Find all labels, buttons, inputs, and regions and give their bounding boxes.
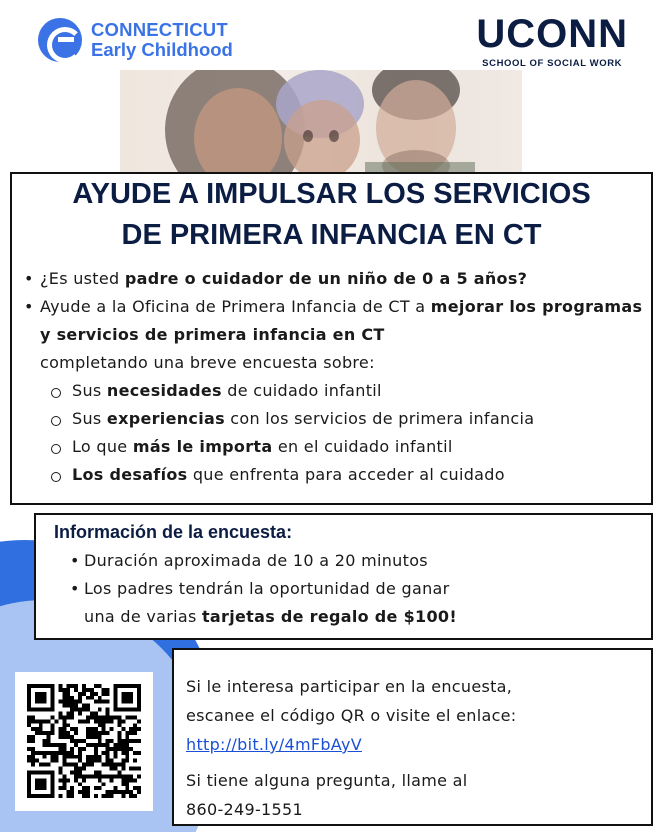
sub-item-text: que enfrenta para acceder al cuidado [187,465,505,484]
main-bullet-list [12,265,651,489]
survey-topics-list [44,377,651,489]
survey-info-box [34,513,653,640]
list-item [12,293,651,489]
main-info-box [10,172,653,505]
sub-item-bold: necesidades [106,381,222,400]
contact-line1: Si le interesa participar en la encuesta, [186,677,513,696]
qr-code-icon [27,684,141,798]
gift-card-text-2: una de varias [84,607,202,626]
survey-link[interactable]: http://bit.ly/4mFbAyV [186,735,362,754]
family-photo [120,70,522,172]
contact-box [172,648,653,826]
sub-item-bold: Los desafíos [72,465,188,484]
list-item [44,433,651,461]
survey-info-list [54,547,651,631]
gift-card-text: Los padres tendrán la oportunidad de ganar [84,579,450,598]
sub-item-text: Lo que [72,437,133,456]
contact-line2: escanee el código QR o visite el enlace: [186,706,517,725]
bullet2-text: Ayude a la Oficina de Primera Infancia de CT a [40,297,431,316]
ct-early-childhood-logo [38,18,233,62]
sub-item-text: de cuidado infantil [221,381,382,400]
ct-logo-icon [38,18,82,62]
sub-item-text: Sus [72,381,107,400]
list-item [54,575,651,631]
list-item [44,377,651,405]
survey-info-title: Información de la encuesta: [54,522,293,542]
gift-card-bold: tarjetas de regalo de $100! [201,607,457,626]
sub-item-bold: más le importa [132,437,273,456]
uconn-logo [476,14,628,69]
phone-number[interactable]: 860-249-1551 [186,800,303,819]
list-item [44,405,651,433]
bullet1-text: ¿Es usted [40,269,125,288]
uconn-name: UCONN [476,12,628,56]
ct-logo-line2: Early Childhood [91,39,233,60]
bullet2-post: completando una breve encuesta sobre: [40,353,375,372]
main-title-line1: AYUDE A IMPULSAR LOS SERVICIOS [72,178,591,210]
bullet2-bold: mejorar los programas y servicios de primera infancia en CT [40,297,643,344]
uconn-school: SCHOOL OF SOCIAL WORK [482,58,623,69]
sub-item-bold: experiencias [106,409,225,428]
ct-logo-line1: CONNECTICUT [91,19,228,40]
list-item [12,265,651,293]
qr-code[interactable] [15,672,153,811]
question-line: Si tiene alguna pregunta, llame al [186,771,468,790]
sub-item-text: en el cuidado infantil [272,437,453,456]
duration-text: Duración aproximada de 10 a 20 minutos [84,551,428,570]
sub-item-text: con los servicios de primera infancia [224,409,535,428]
bullet1-bold: padre o cuidador de un niño de 0 a 5 años? [124,269,528,288]
sub-item-text: Sus [72,409,107,428]
list-item [44,461,651,489]
list-item [54,547,651,575]
main-title-line2: DE PRIMERA INFANCIA EN CT [121,219,542,251]
